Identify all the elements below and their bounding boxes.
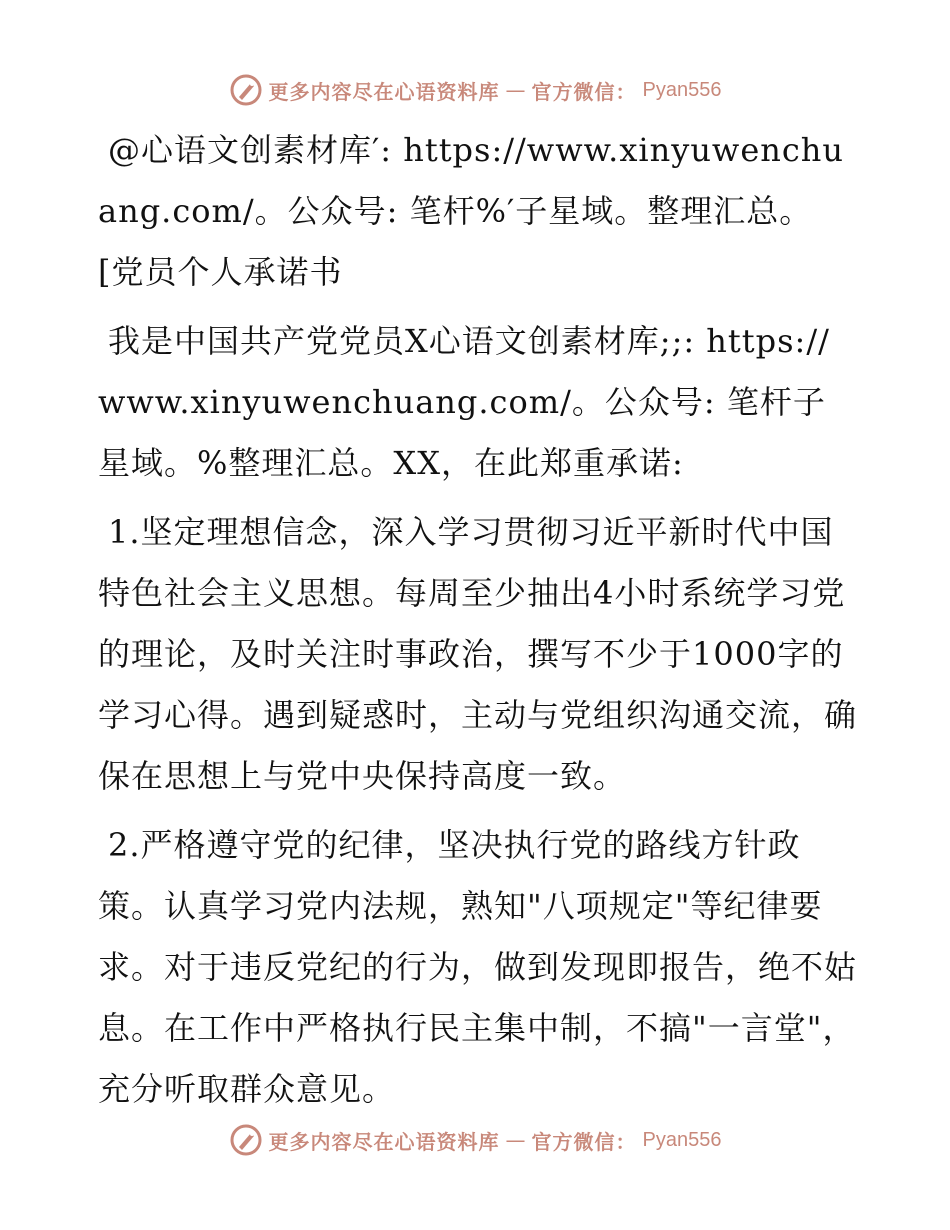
watermark-label: 官方微信： xyxy=(531,79,637,104)
watermark-text: 更多内容尽在心语资料库 xyxy=(268,79,500,104)
watermark-id: Pyan556 xyxy=(642,1128,722,1151)
watermark-id: Pyan556 xyxy=(642,78,722,101)
watermark-label: 官方微信： xyxy=(531,1129,637,1154)
watermark-separator: — xyxy=(505,1128,526,1152)
paragraph-intro: 我是中国共产党党员X心语文创素材库;;: https://www.xinyuwenchuang.com/。公众号: 笔杆子星域。%整理汇总。XX，在此郑重承诺: xyxy=(98,322,830,482)
footer-watermark xyxy=(0,1120,950,1160)
paragraph-item-1: 1.坚定理想信念，深入学习贯彻习近平新时代中国特色社会主义思想。每周至少抽出4小时系统学习党的理论，及时关注时事政治，撰写不少于1000字的学习心得。遇到疑惑时，主动与党组织沟通交流，确保在思想上与党中央保持高度一致。 xyxy=(98,513,858,795)
watermark-separator: — xyxy=(505,78,526,102)
header-watermark xyxy=(0,70,950,110)
watermark-text: 更多内容尽在心语资料库 xyxy=(268,1129,500,1154)
paragraph-source-note: @心语文创素材库′: https://www.xinyuwenchuang.com/。公众号: 笔杆%′子星域。整理汇总。[党员个人承诺书 xyxy=(98,131,845,291)
document-body xyxy=(98,120,858,1128)
pen-logo-icon xyxy=(229,1123,263,1157)
pen-logo-icon xyxy=(229,73,263,107)
paragraph-item-2: 2.严格遵守党的纪律，坚决执行党的路线方针政策。认真学习党内法规，熟知"八项规定"等纪律要求。对于违反党纪的行为，做到发现即报告，绝不姑息。在工作中严格执行民主集中制，不搞"一言堂"，充分听取群众意见。 xyxy=(98,826,858,1108)
